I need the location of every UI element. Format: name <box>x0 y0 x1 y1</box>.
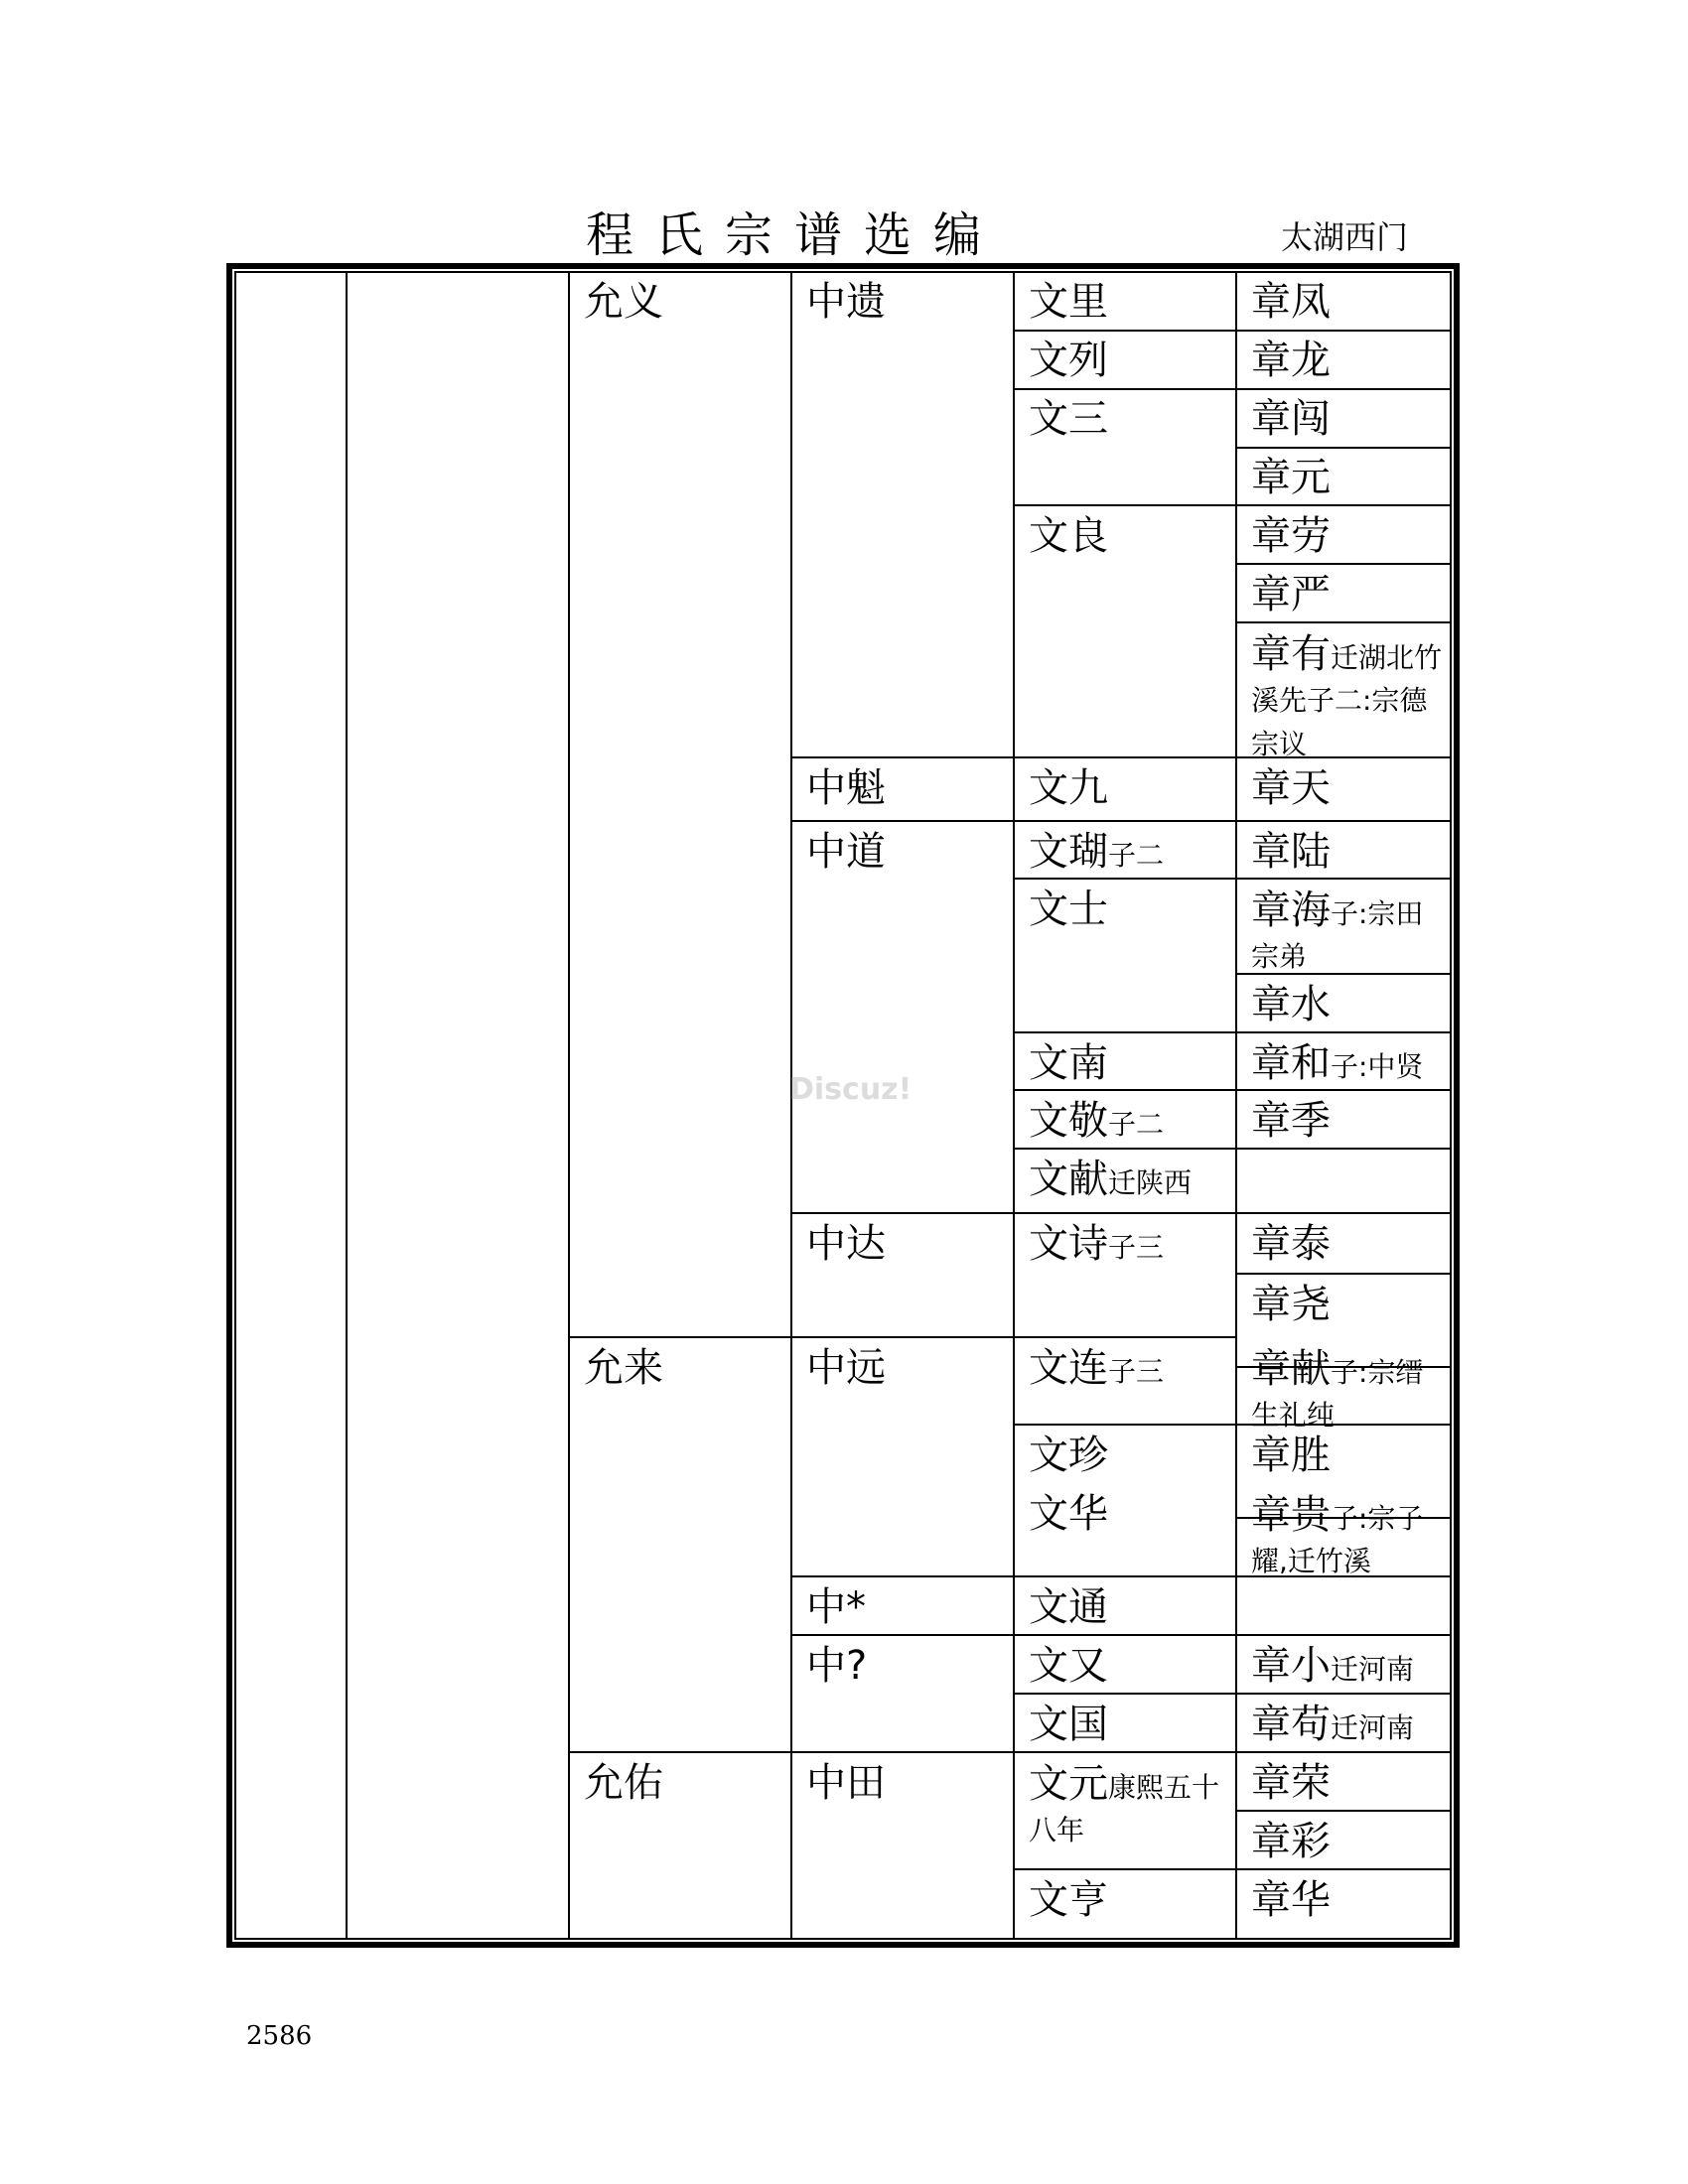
gen6-entry: 章苟迁河南 <box>1251 1702 1415 1747</box>
row-divider <box>1013 1693 1235 1695</box>
page-title: 程氏宗谱选编 <box>586 207 1004 263</box>
gen5-entry: 文元康熙五十八年 <box>1029 1761 1220 1847</box>
row-divider <box>1235 1868 1450 1870</box>
row-divider <box>1013 820 1235 822</box>
row-divider <box>1235 1693 1450 1695</box>
row-divider <box>1235 1810 1450 1812</box>
gen6-entry: 章献子:宗缙生礼纯 <box>1251 1346 1424 1433</box>
gen6-entry: 章闯 <box>1251 396 1331 442</box>
gen4-name: 中田 <box>806 1760 886 1806</box>
gen5-entry: 文敬子二 <box>1029 1098 1165 1144</box>
row-divider <box>568 1336 790 1338</box>
row-divider <box>1235 504 1450 506</box>
gen4-name: 中* <box>806 1584 866 1630</box>
row-divider <box>1235 621 1450 623</box>
row-divider <box>1235 1634 1450 1636</box>
row-divider <box>1235 1031 1450 1033</box>
column-divider <box>346 273 348 1938</box>
row-divider <box>1013 1212 1235 1214</box>
row-divider <box>1235 1212 1450 1214</box>
gen5-entry: 文国 <box>1029 1702 1108 1747</box>
row-divider <box>1235 1089 1450 1091</box>
gen6-entry: 章彩 <box>1251 1819 1331 1864</box>
row-divider <box>1235 388 1450 390</box>
gen4-name: 中? <box>806 1643 868 1689</box>
row-divider <box>790 756 1013 758</box>
gen4-name: 中远 <box>806 1345 886 1391</box>
page-number: 2586 <box>246 2021 313 2051</box>
row-divider <box>1013 1031 1235 1033</box>
gen6-entry: 章和子:中贤 <box>1251 1040 1424 1086</box>
gen5-entry: 文亨 <box>1029 1877 1108 1923</box>
column-divider <box>1235 273 1237 1938</box>
row-divider <box>568 1751 790 1753</box>
branch-label: 太湖西门 <box>1281 218 1409 256</box>
row-divider <box>790 1212 1013 1214</box>
gen3-name: 允佑 <box>584 1760 663 1806</box>
gen6-entry: 章泰 <box>1251 1221 1331 1267</box>
gen6-entry: 章荣 <box>1251 1760 1331 1806</box>
row-divider <box>1235 1148 1450 1150</box>
gen5-entry: 文南 <box>1029 1040 1108 1086</box>
row-divider <box>790 1634 1013 1636</box>
gen6-entry: 章季 <box>1251 1098 1331 1144</box>
row-divider <box>1235 1273 1450 1275</box>
gen5-entry: 文华 <box>1029 1491 1108 1537</box>
row-divider <box>1013 1148 1235 1150</box>
gen5-entry: 文又 <box>1029 1643 1108 1689</box>
row-divider <box>1013 504 1235 506</box>
row-divider <box>1013 1424 1235 1426</box>
row-divider <box>1235 820 1450 822</box>
gen5-entry: 文珍 <box>1029 1433 1108 1478</box>
gen6-entry: 章龙 <box>1251 338 1331 383</box>
gen5-entry: 文通 <box>1029 1584 1108 1630</box>
row-divider <box>1013 1634 1235 1636</box>
row-divider <box>790 1575 1013 1577</box>
gen5-entry: 文良 <box>1029 513 1108 559</box>
gen5-entry: 文献迁陕西 <box>1029 1157 1193 1202</box>
row-divider <box>790 820 1013 822</box>
row-divider <box>1013 1751 1235 1753</box>
gen6-entry: 章劳 <box>1251 513 1331 559</box>
gen3-name: 允义 <box>584 279 663 325</box>
gen5-entry: 文瑚子二 <box>1029 829 1165 875</box>
gen5-entry: 文列 <box>1029 338 1108 383</box>
row-divider <box>1013 1089 1235 1091</box>
gen5-entry: 文三 <box>1029 396 1108 442</box>
gen6-entry: 章天 <box>1251 765 1331 811</box>
gen5-entry: 文诗子三 <box>1029 1221 1165 1267</box>
row-divider <box>1235 878 1450 880</box>
gen6-entry: 章海子:宗田宗弟 <box>1251 887 1424 974</box>
gen6-entry: 章凤 <box>1251 279 1331 325</box>
gen6-entry: 章胜 <box>1251 1433 1331 1478</box>
gen6-entry: 章尧 <box>1251 1282 1331 1327</box>
gen3-name: 允来 <box>584 1345 663 1391</box>
gen6-entry: 章有迁湖北竹溪先子二:宗德宗议 <box>1251 631 1443 760</box>
row-divider <box>1013 1575 1235 1577</box>
row-divider <box>1013 1868 1235 1870</box>
row-divider <box>1235 1751 1450 1753</box>
row-divider <box>1235 330 1450 332</box>
row-divider <box>1235 447 1450 449</box>
gen4-name: 中达 <box>806 1221 886 1267</box>
row-divider <box>790 1336 1013 1338</box>
row-divider <box>1013 878 1235 880</box>
gen5-entry: 文九 <box>1029 765 1108 811</box>
gen6-entry: 章华 <box>1251 1877 1331 1923</box>
gen6-entry: 章贵子:宗子耀,迁竹溪 <box>1251 1492 1424 1578</box>
row-divider <box>1013 330 1235 332</box>
gen5-entry: 文连子三 <box>1029 1345 1165 1391</box>
gen4-name: 中遗 <box>806 279 886 325</box>
gen6-entry: 章水 <box>1251 982 1331 1027</box>
gen4-name: 中道 <box>806 829 886 875</box>
gen6-entry: 章严 <box>1251 572 1331 617</box>
column-divider <box>1013 273 1015 1938</box>
row-divider <box>1013 1336 1235 1338</box>
row-divider <box>1235 563 1450 565</box>
column-divider <box>568 273 570 1938</box>
row-divider <box>1013 756 1235 758</box>
gen6-entry: 章小迁河南 <box>1251 1643 1415 1689</box>
gen6-entry: 章陆 <box>1251 829 1331 875</box>
gen5-entry: 文士 <box>1029 887 1108 932</box>
gen4-name: 中魁 <box>806 765 886 811</box>
watermark: Discuz! <box>789 1072 913 1107</box>
gen5-entry: 文里 <box>1029 279 1108 325</box>
row-divider <box>790 1751 1013 1753</box>
row-divider <box>1013 388 1235 390</box>
gen6-entry: 章元 <box>1251 455 1331 500</box>
